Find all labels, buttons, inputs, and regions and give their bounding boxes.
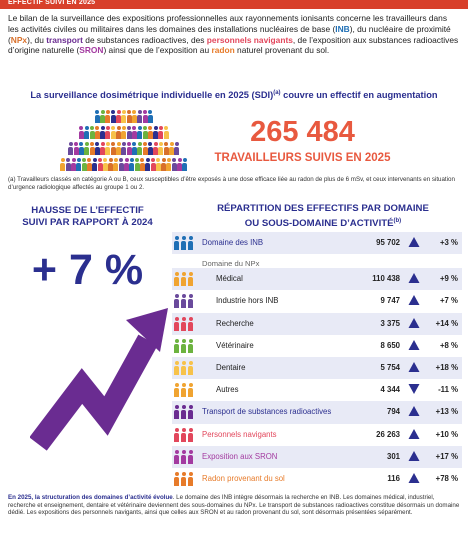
row-label: Domaine des INB xyxy=(202,238,264,247)
growth-heading-line-2: SUIVI PAR RAPPORT À 2024 xyxy=(22,217,153,228)
row-value: 9 747 xyxy=(380,296,400,306)
intro-radon: radon xyxy=(211,45,235,56)
row-label: Industrie hors INB xyxy=(216,296,279,306)
intro-sron: SRON xyxy=(79,45,104,56)
row-change: +3 % xyxy=(440,238,458,247)
intro-inb: INB xyxy=(335,23,350,34)
table-row xyxy=(172,401,462,423)
row-change: -11 % xyxy=(438,385,458,395)
workers-icon xyxy=(174,236,196,250)
workers-icon xyxy=(174,272,196,286)
footnote-b-text: . Le domaine des INB intègre désormais la recherche en INB. Les domaines médical, industriel, recherche et enseignement, dentaire et vétérinaire deviennent des sous-domaines du NPx. Le transport de substances radioactives constitue désormais un domaine dédié. Les expositions des personnels navigants, ainsi que celles aux SRON et au radon provenant du sol, sont désormais présentées séparément. xyxy=(8,494,460,517)
kpi-caption: TRAVAILLEURS SUIVIS EN 2025 xyxy=(214,152,391,164)
row-value: 4 344 xyxy=(380,385,400,395)
distribution-footnote-ref: (b) xyxy=(393,218,402,224)
growth-heading xyxy=(0,205,175,229)
intro-text: , de l’exposition aux substances radioactives d’origine naturelle ( xyxy=(8,34,459,56)
row-label: Exposition aux SRON xyxy=(202,451,278,461)
intro-text: ), du nucléaire de proximité ( xyxy=(8,23,451,45)
intro-npx: NPx xyxy=(10,34,28,45)
row-change: +13 % xyxy=(435,407,458,417)
intro-text: ) ainsi que de l’exposition au xyxy=(103,45,212,56)
row-label: Dentaire xyxy=(216,363,246,372)
trend-up-icon xyxy=(408,450,420,462)
workers-icon xyxy=(174,339,196,353)
row-label: Radon provenant du sol xyxy=(202,474,285,483)
workers-icon xyxy=(174,361,196,375)
row-change: +8 % xyxy=(440,340,458,350)
workers-icon xyxy=(174,472,196,486)
table-row xyxy=(172,254,462,268)
trend-up-icon xyxy=(408,361,420,373)
footnote-a: (a) Travailleurs classés en catégorie A ou B, ceux susceptibles d’être exposés à une dose efficace liée au radon de plus de 6 mSv, et ceux intervenants en situation d’urgence radiologique affectés au groupe 1 ou 2. xyxy=(8,176,455,191)
growth-heading-line-1: HAUSSE DE L’EFFECTIF xyxy=(31,205,144,216)
trend-arrow-icon xyxy=(30,294,170,454)
row-change: +18 % xyxy=(435,363,458,372)
row-value: 95 702 xyxy=(376,238,400,247)
table-row xyxy=(172,232,462,254)
workers-pictogram xyxy=(60,106,188,174)
row-value: 26 263 xyxy=(376,429,400,439)
workers-icon xyxy=(174,450,196,464)
row-change: +10 % xyxy=(435,429,458,439)
kpi-value: 265 484 xyxy=(250,116,355,148)
row-change: +17 % xyxy=(435,451,458,461)
intro-text: de substances radioactives, des xyxy=(82,34,207,45)
workers-icon xyxy=(174,383,196,397)
trend-up-icon xyxy=(408,317,420,329)
workers-icon xyxy=(174,405,196,419)
intro-text: ), du xyxy=(27,34,47,45)
row-label: Transport de substances radioactives xyxy=(202,407,332,417)
row-value: 3 375 xyxy=(380,318,400,328)
table-row xyxy=(172,379,462,401)
row-change: +78 % xyxy=(435,474,458,483)
trend-up-icon xyxy=(408,405,420,417)
trend-up-icon xyxy=(408,236,420,248)
distribution-heading-line-2: OU SOUS-DOMAINE D’ACTIVITÉ xyxy=(244,218,394,230)
subtitle-tail: couvre un effectif en augmentation xyxy=(280,90,438,101)
row-label: Domaine du NPx xyxy=(202,259,260,269)
row-label: Vétérinaire xyxy=(216,340,254,350)
row-label: Médical xyxy=(216,274,243,284)
workers-icon xyxy=(174,428,196,442)
table-row xyxy=(172,357,462,379)
subtitle-footnote-ref: (a) xyxy=(273,90,281,96)
row-value: 301 xyxy=(386,451,400,461)
trend-up-icon xyxy=(408,272,420,284)
distribution-heading xyxy=(178,203,468,230)
trend-down-icon xyxy=(408,383,420,395)
workers-icon xyxy=(174,294,196,308)
intro-transport: transport xyxy=(46,34,83,45)
trend-up-icon xyxy=(408,428,420,440)
section-header-bar xyxy=(0,0,468,9)
row-value: 110 438 xyxy=(372,274,400,284)
row-change: +14 % xyxy=(435,318,458,328)
distribution-heading-line-1: RÉPARTITION DES EFFECTIFS PAR DOMAINE xyxy=(217,203,429,214)
subtitle-text: La surveillance dosimétrique individuelle en 2025 (SDI) xyxy=(30,90,274,101)
table-row xyxy=(172,313,462,335)
row-change: +7 % xyxy=(440,296,458,306)
workers-icon xyxy=(174,317,196,331)
footnote-b-lead: En 2025, la structuration des domaines d’activité évolue xyxy=(8,494,173,501)
intro-text: Le bilan de la surveillance des expositions professionnelles aux rayonnements ionisants concerne les travailleurs dans les activités civiles ou militaires dans les domaines des installations nucléaires de base ( xyxy=(8,13,448,34)
growth-value: + 7 % xyxy=(31,246,144,294)
table-row xyxy=(172,468,462,490)
trend-up-icon xyxy=(408,339,420,351)
intro-text: naturel provenant du sol. xyxy=(234,45,330,56)
section-subtitle xyxy=(0,90,468,100)
trend-up-icon xyxy=(408,472,420,484)
intro-paragraph xyxy=(8,13,460,56)
row-value: 5 754 xyxy=(380,363,400,372)
table-row xyxy=(172,446,462,468)
table-row xyxy=(172,290,462,312)
row-value: 794 xyxy=(386,407,400,417)
intro-personnels-navigants: personnels navigants xyxy=(206,34,293,45)
row-label: Autres xyxy=(216,385,239,395)
row-value: 116 xyxy=(387,474,400,483)
footnote-b xyxy=(8,494,460,517)
table-row xyxy=(172,424,462,446)
row-label: Personnels navigants xyxy=(202,429,277,439)
row-value: 8 650 xyxy=(380,340,400,350)
section-header-label: EFFECTIF SUIVI EN 2025 xyxy=(8,0,96,6)
row-change: +9 % xyxy=(440,274,458,284)
row-label: Recherche xyxy=(216,318,254,328)
table-row xyxy=(172,268,462,290)
table-row xyxy=(172,335,462,357)
trend-up-icon xyxy=(408,294,420,306)
